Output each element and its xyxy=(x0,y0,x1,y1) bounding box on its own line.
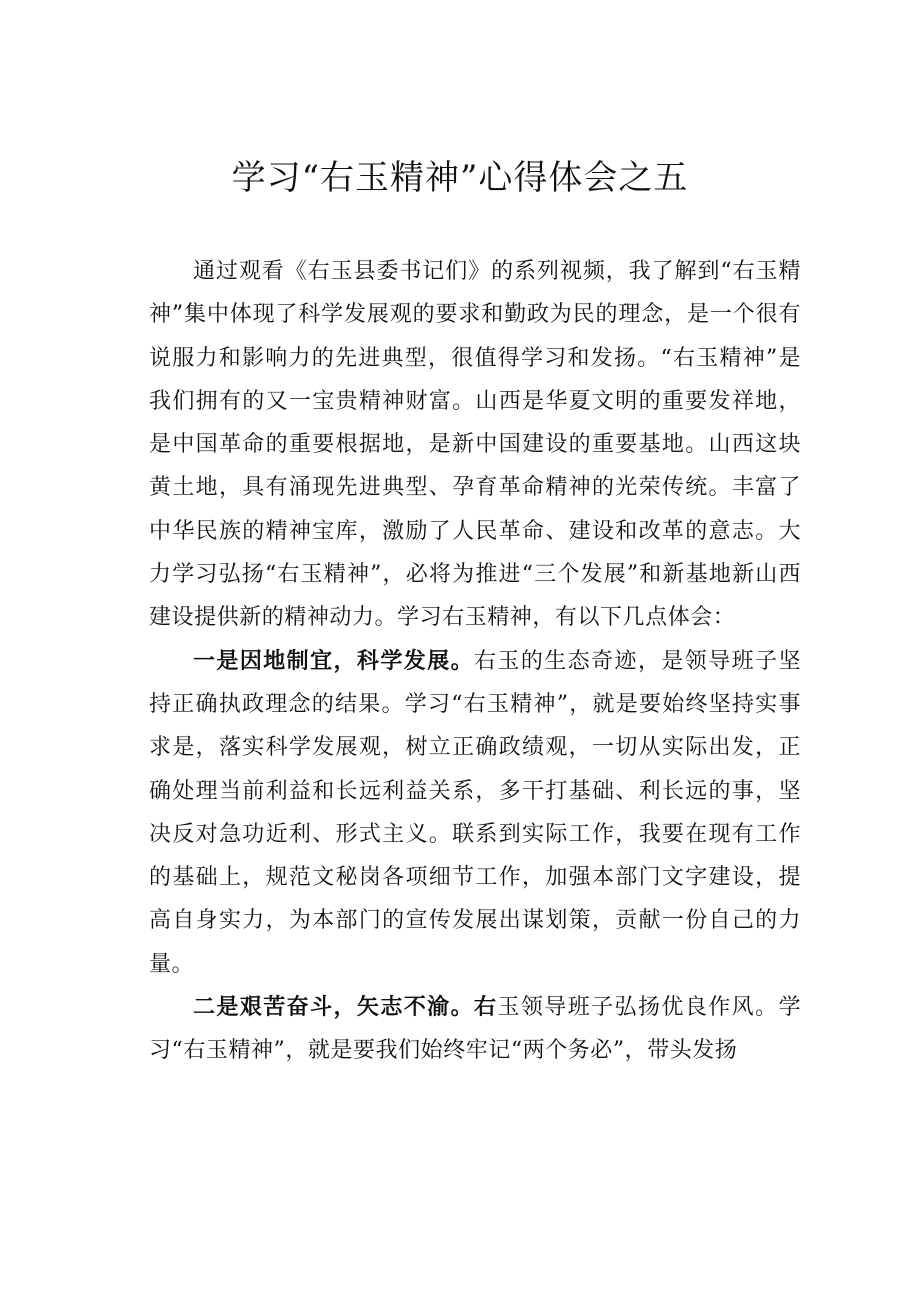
document-body xyxy=(149,250,801,1073)
document-title: 学习“右玉精神”心得体会之五 xyxy=(231,158,689,198)
paragraph-intro xyxy=(149,250,801,640)
paragraph-point-two xyxy=(149,986,801,1073)
paragraph-intro-text: 通过观看《右玉县委书记们》的系列视频，我了解到“右玉精神”集中体现了科学发展观的要求和勤政为民的理念，是一个很有说服力和影响力的先进典型，很值得学习和发扬。“右玉精神”是我们拥有的又一宝贵精神财富。山西是华夏文明的重要发祥地，是中国革命的重要根据地，是新中国建设的重要基地。山西这块黄土地，具有涌现先进典型、孕育革命精神的光荣传统。丰富了中华民族的精神宝库，激励了人民革命、建设和改革的意志。大力学习弘扬“右玉精神”，必将为推进“三个发展”和新基地新山西建设提供新的精神动力。学习右玉精神，有以下几点体会： xyxy=(149,259,801,631)
paragraph-point-two-lead: 二是艰苦奋斗，矢志不渝。右 xyxy=(193,994,498,1021)
paragraph-point-one xyxy=(149,640,801,986)
paragraph-point-one-lead: 一是因地制宜，科学发展。 xyxy=(193,647,475,674)
paragraph-point-one-text: 右玉的生态奇迹，是领导班子坚持正确执政理念的结果。学习“右玉精神”，就是要始终坚持实事求是，落实科学发展观，树立正确政绩观，一切从实际出发，正确处理当前利益和长远利益关系，多干打基础、利长远的事，坚决反对急功近利、形式主义。联系到实际工作，我要在现有工作的基础上，规范文秘岗各项细节工作，加强本部门文字建设，提高自身实力，为本部门的宣传发展出谋划策，贡献一份自己的力量。 xyxy=(149,648,801,977)
paragraph-point-two-text: 玉领导班子弘扬优良作风。学习“右玉精神”，就是要我们始终牢记“两个务必”，带头发扬 xyxy=(149,995,801,1064)
